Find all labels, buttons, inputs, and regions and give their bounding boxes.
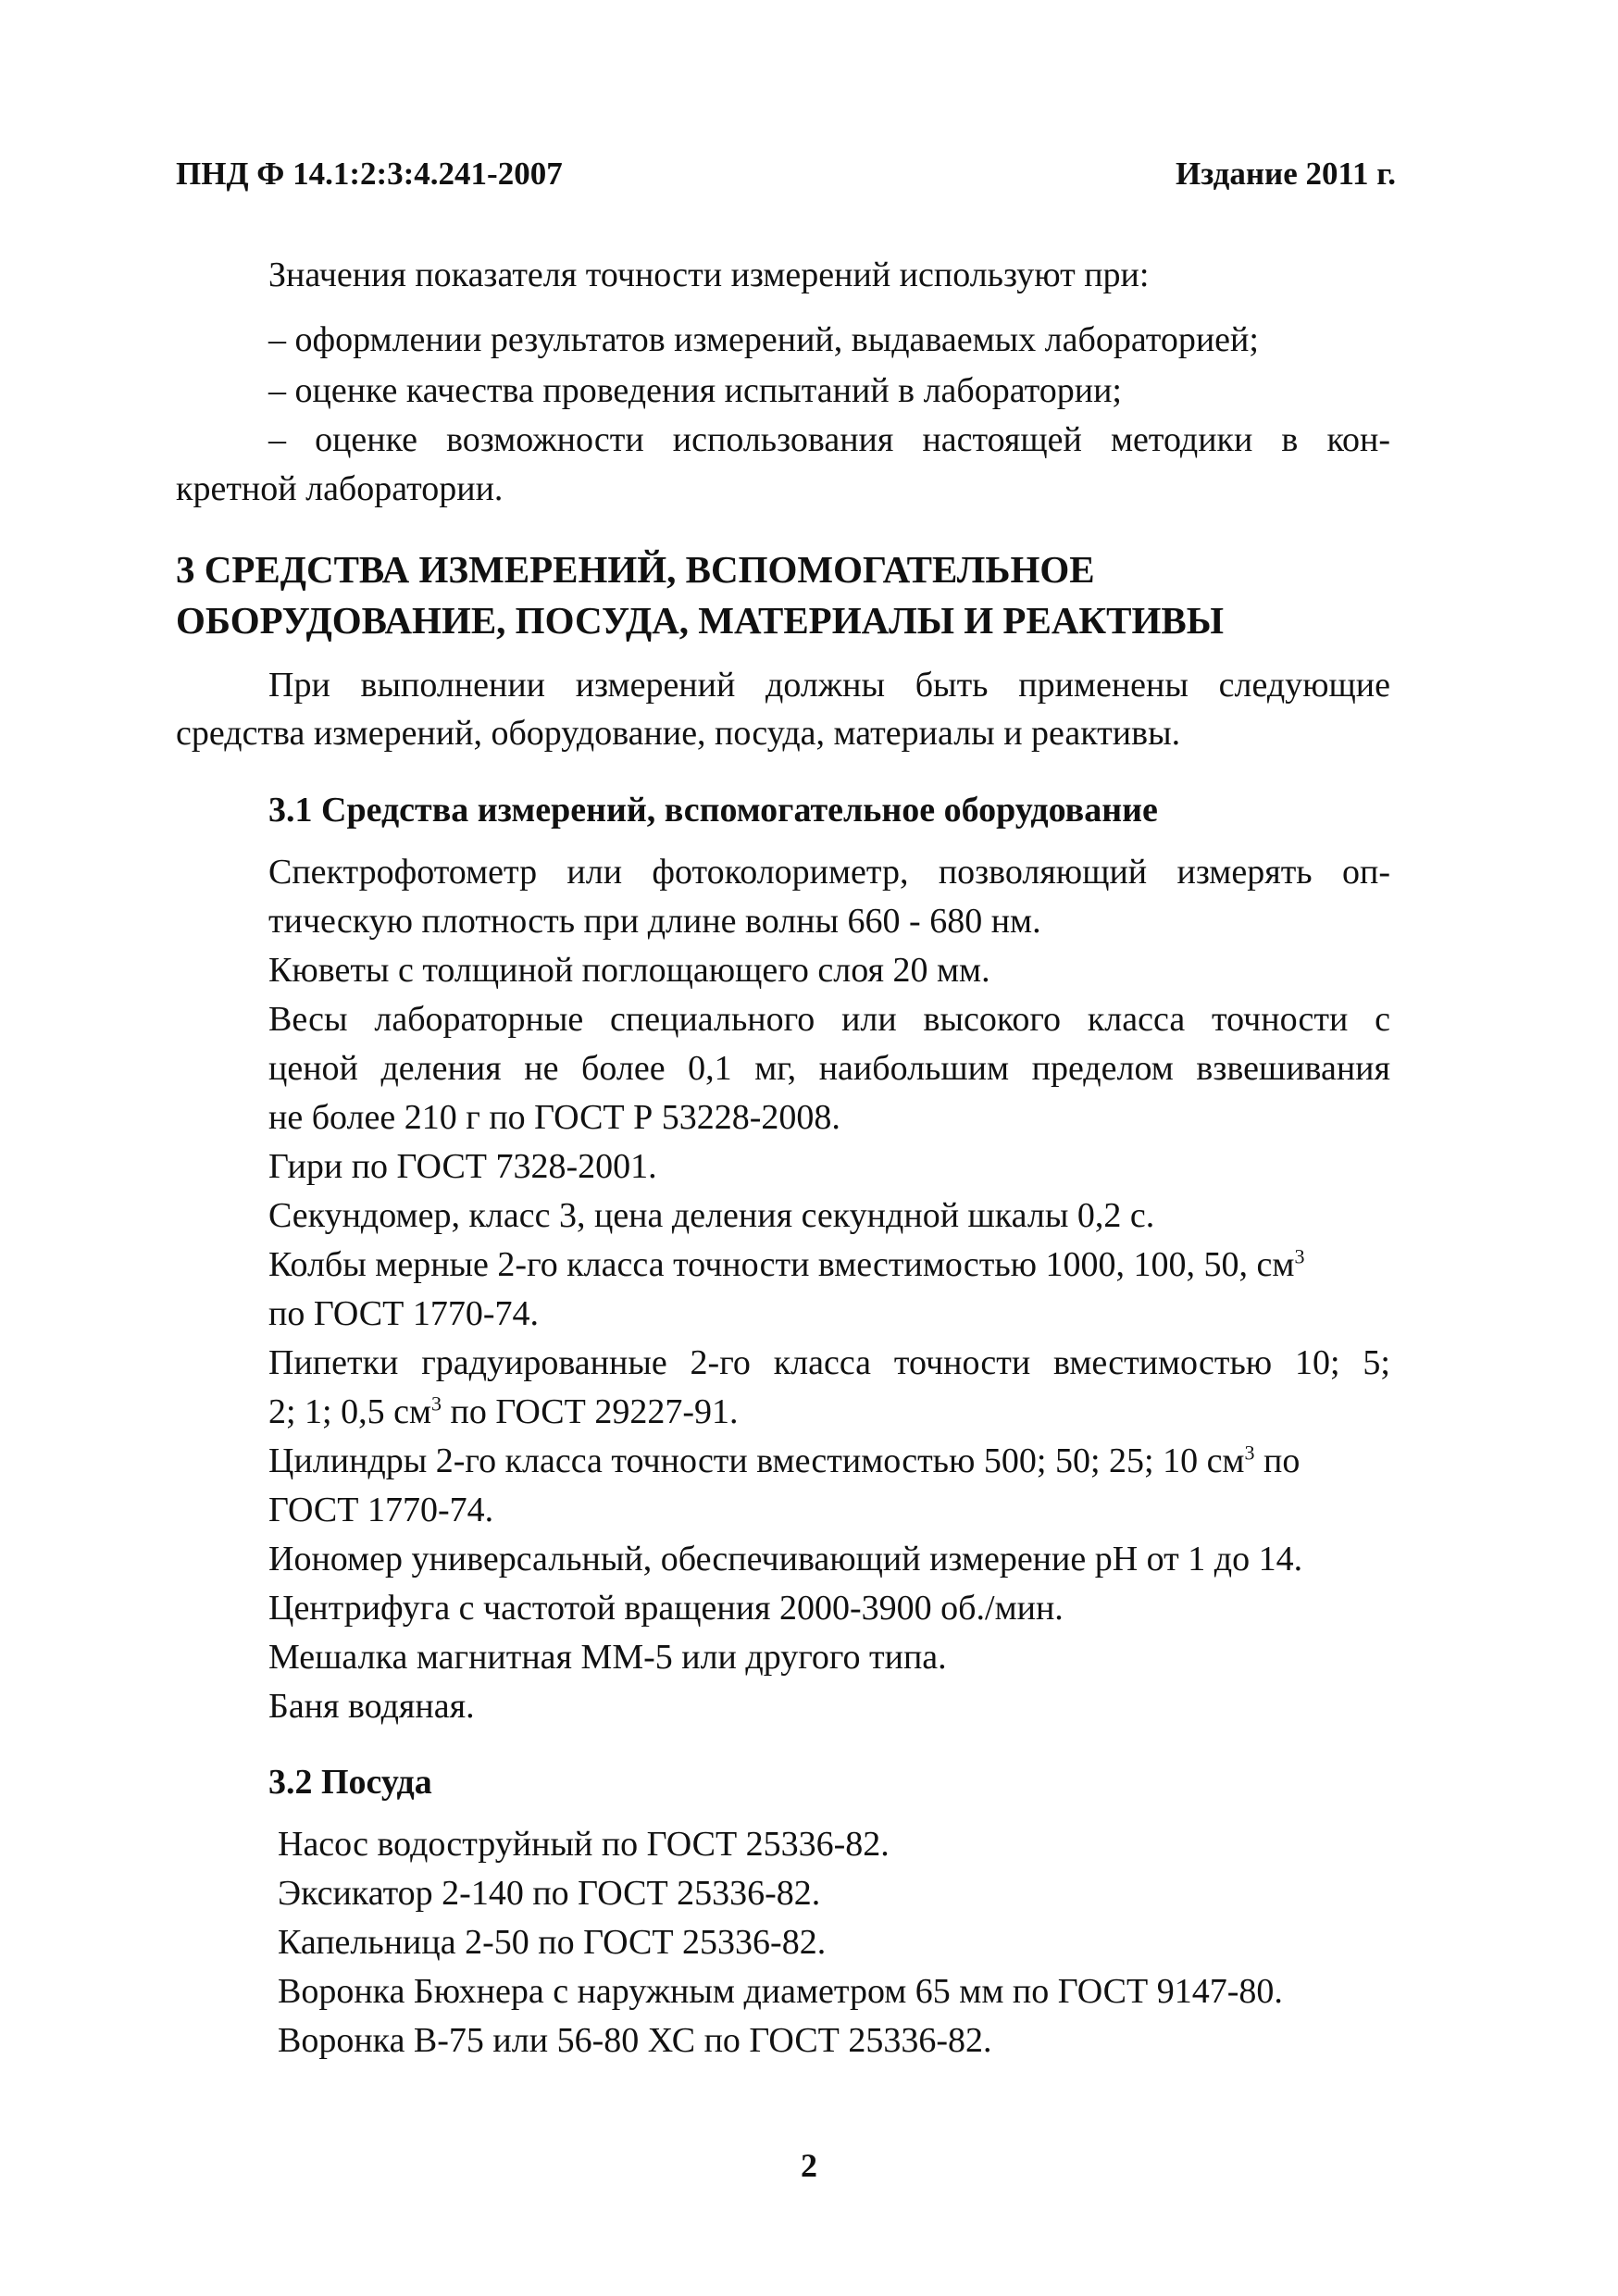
- equipment-line: Баня водяная.: [268, 1687, 475, 1726]
- equipment-line: Гири по ГОСТ 7328-2001.: [268, 1147, 657, 1186]
- section-3-title-line2: ОБОРУДОВАНИЕ, ПОСУДА, МАТЕРИАЛЫ И РЕАКТИВЫ: [176, 599, 1225, 642]
- equipment-line: [268, 1391, 739, 1432]
- intro-item: кретной лаборатории.: [176, 469, 504, 508]
- section-3-intro-line: При выполнении измерений должны быть применены следующие: [268, 666, 1390, 705]
- section-3-intro-line: средства измерений, оборудование, посуда, материалы и реактивы.: [176, 714, 1181, 753]
- equipment-line: ценой деления не более 0,1 мг, наибольшим пределом взвешивания: [268, 1049, 1390, 1088]
- document-code: ПНД Ф 14.1:2:3:4.241-2007: [176, 156, 563, 192]
- equipment-line-text: по: [1254, 1441, 1301, 1480]
- equipment-line: [268, 1441, 1300, 1481]
- section-3-2-title: 3.2 Посуда: [268, 1763, 432, 1802]
- intro-item: – оформлении результатов измерений, выдаваемых лабораторией;: [268, 320, 1259, 359]
- equipment-line: Кюветы с толщиной поглощающего слоя 20 мм.: [268, 951, 990, 990]
- glassware-line: Насос водоструйный по ГОСТ 25336-82.: [278, 1825, 890, 1864]
- equipment-line-text: Цилиндры 2-го класса точности вместимостью 500; 50; 25; 10 см: [268, 1441, 1245, 1480]
- equipment-line: ГОСТ 1770-74.: [268, 1491, 494, 1529]
- equipment-line-text: Колбы мерные 2-го класса точности вместимостью 1000, 100, 50, см: [268, 1245, 1295, 1284]
- equipment-line: не более 210 г по ГОСТ Р 53228-2008.: [268, 1098, 840, 1137]
- glassware-line: Воронка В-75 или 56-80 ХС по ГОСТ 25336-82.: [278, 2021, 992, 2060]
- equipment-line: [268, 1244, 1304, 1285]
- intro-lead: Значения показателя точности измерений используют при:: [268, 256, 1150, 294]
- equipment-line-text: 2; 1; 0,5 см: [268, 1392, 432, 1431]
- equipment-line: Весы лабораторные специального или высокого класса точности с: [268, 1000, 1390, 1039]
- equipment-line: Секундомер, класс 3, цена деления секундной шкалы 0,2 с.: [268, 1196, 1155, 1235]
- superscript-3: 3: [1294, 1244, 1305, 1268]
- equipment-line: Пипетки градуированные 2-го класса точности вместимостью 10; 5;: [268, 1343, 1390, 1382]
- equipment-line: Центрифуга с частотой вращения 2000-3900 об./мин.: [268, 1589, 1064, 1628]
- equipment-line: Спектрофотометр или фотоколориметр, позволяющий измерять оп-: [268, 853, 1390, 892]
- section-3-1-title: 3.1 Средства измерений, вспомогательное оборудование: [268, 791, 1158, 830]
- superscript-3: 3: [431, 1391, 442, 1416]
- equipment-line: тическую плотность при длине волны 660 - 680 нм.: [268, 902, 1041, 941]
- page-number: 2: [801, 2147, 817, 2184]
- equipment-line: по ГОСТ 1770-74.: [268, 1294, 539, 1333]
- equipment-line: Иономер универсальный, обеспечивающий измерение pH от 1 до 14.: [268, 1540, 1303, 1578]
- edition-label: Издание 2011 г.: [1176, 156, 1396, 192]
- glassware-line: Эксикатор 2-140 по ГОСТ 25336-82.: [278, 1874, 821, 1913]
- intro-item: – оценке возможности использования настоящей методики в кон-: [268, 420, 1390, 459]
- intro-item: – оценке качества проведения испытаний в лаборатории;: [268, 371, 1122, 410]
- superscript-3: 3: [1244, 1441, 1255, 1465]
- glassware-line: Капельница 2-50 по ГОСТ 25336-82.: [278, 1923, 827, 1962]
- glassware-line: Воронка Бюхнера с наружным диаметром 65 мм по ГОСТ 9147-80.: [278, 1972, 1283, 2011]
- equipment-line-text: по ГОСТ 29227-91.: [442, 1392, 739, 1431]
- section-3-title-line1: 3 СРЕДСТВА ИЗМЕРЕНИЙ, ВСПОМОГАТЕЛЬНОЕ: [176, 548, 1095, 591]
- equipment-line: Мешалка магнитная ММ-5 или другого типа.: [268, 1638, 947, 1677]
